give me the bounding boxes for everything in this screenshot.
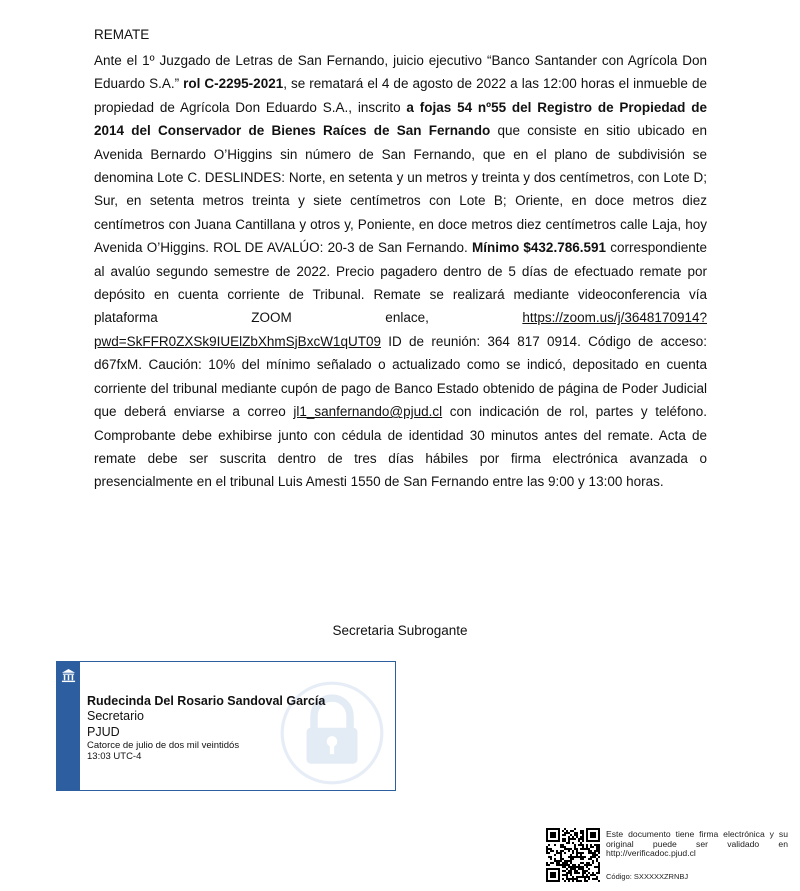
signer-organization: PJUD — [87, 724, 120, 739]
signer-role: Secretario — [87, 709, 144, 723]
signature-details — [87, 693, 325, 762]
document-heading: REMATE — [94, 27, 150, 42]
minimum-bid: Mínimo $432.786.591 — [471, 240, 606, 256]
body-text-segment: Ante el 1º Juzgado de Letras de San Fernando, juicio ejecutivo “Banco Santander con Agrícola Don Eduardo S.A.” — [94, 53, 707, 92]
verification-notice: Este documento tiene firma electrónica y su original puede ser validado en http://verificadoc.pjud.cl — [606, 829, 788, 859]
signature-time: 13:03 UTC-4 — [87, 751, 142, 762]
auction-notice-body — [94, 49, 707, 494]
signer-title: Secretaria Subrogante — [332, 623, 468, 638]
court-email-link[interactable]: jl1_sanfernando@pjud.cl — [293, 404, 443, 420]
body-text-segment: , se rematará el 4 de agosto de 2022 a las 12:00 horas el inmueble de propiedad de Agrícola Don Eduardo S.A., inscrito — [94, 76, 707, 115]
signature-date: Catorce de julio de dos mil veintidós — [87, 740, 240, 751]
body-text-segment: con indicación de rol, partes y teléfono. Comprobante debe exhibirse junto con cédula de identidad 30 minutos antes del remate. Acta de remate debe ser suscrita dentro de tres días hábiles por firma electrónica avanzada o presencialmente en el tribunal Luis Amesti 1550 de San Fernando entre las 9:00 y 13:00 horas. — [94, 404, 707, 490]
body-text-segment: que consiste en sitio ubicado en Avenida Bernardo O’Higgins sin número de San Fernando, que en el plano de subdivisión se denomina Lote C. DESLINDES: Norte, en setenta y un metros y treinta y dos centímetros, con Lote D; Sur, en setenta metros treinta y siete centímetros con Lote B; Oriente, en doce metros diez centímetros con Juana Cantillana y otros y, Poniente, en doce metros diez centímetros calle Laja, hoy Avenida O’Higgins. ROL DE AVALÚO: 20-3 de San Fernando. — [94, 123, 707, 256]
electronic-signature-block — [56, 661, 396, 791]
verification-code: Código: SXXXXXZRNBJ — [606, 872, 689, 881]
signature-band — [57, 662, 80, 790]
signer-name: Rudecinda Del Rosario Sandoval García — [87, 694, 326, 708]
qr-code-icon — [546, 828, 600, 882]
case-number: rol C-2295-2021 — [183, 76, 284, 92]
body-text-segment: correspondiente al avalúo segundo semestre de 2022. Precio pagadero dentro de 5 días de efectuado remate por depósito en cuenta corriente de Tribunal. Remate se realizará mediante videoconferencia vía plataforma ZOOM enlace, — [94, 240, 708, 326]
property-registry: a fojas 54 nº55 del Registro de Propiedad de 2014 del Conservador de Bienes Raíces de San Fernando — [94, 99, 707, 139]
body-text-segment: ID de reunión: 364 817 0914. Código de acceso: d67fxM. Caución: 10% del mínimo señalado o actualizado como se indicó, depositado en cuenta corriente del tribunal mediante cupón de pago de Banco Estado obtenido de página de Poder Judicial que deberá enviarse a correo — [94, 333, 707, 420]
zoom-link[interactable]: https://zoom.us/j/3648170914?pwd=SkFFR0ZXSk9IUElZbXhmSjBxcW1qUT09 — [94, 310, 707, 349]
court-building-icon — [61, 668, 76, 683]
